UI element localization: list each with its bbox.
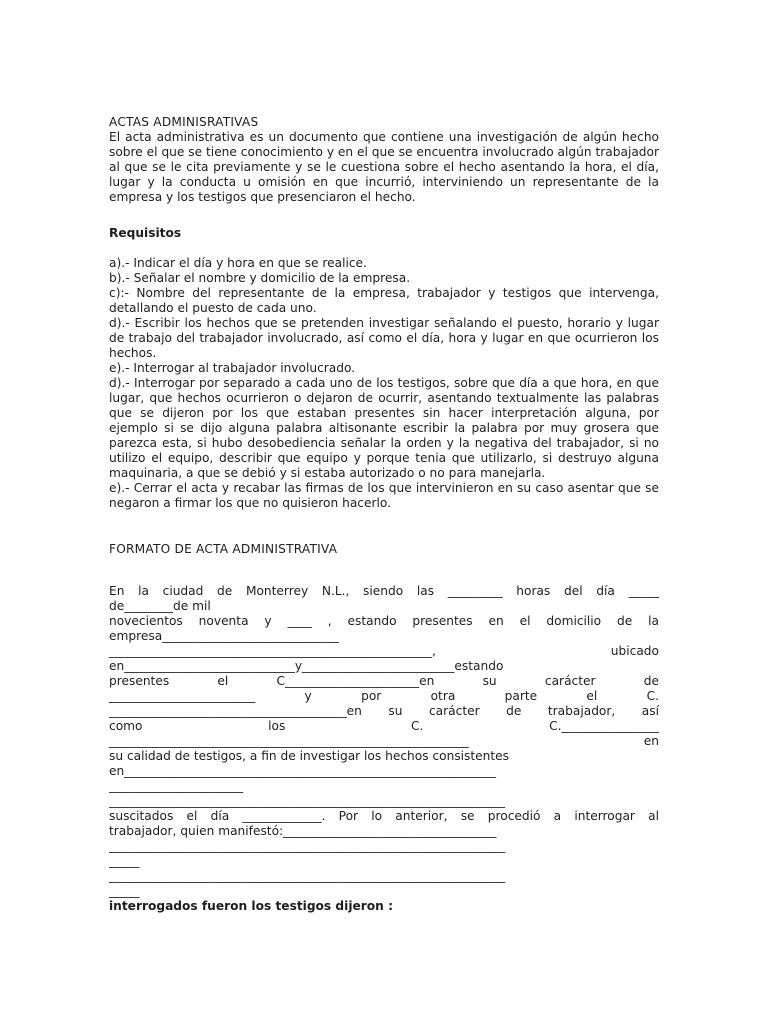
requisitos-heading: Requisitos: [109, 226, 182, 240]
formato-body: [109, 584, 659, 914]
formato-line: en_____________________________________________________________: [109, 764, 496, 778]
requisito-item: d).- Interrogar por separado a cada uno de los testigos, sobre que día a que hora, en que lugar, que hechos ocurrieron o dejaron de ocurrir, asentando textualmente las palabras que se dijeron por los que estaban presentes sin hacer interpretación alguna, por ejemplo si se dijo alguna palabra altisonante escribir la palabra por muy grosera que parezca esta, si hubo desobediencia señalar la orden y la negativa del trabajador, si no utilizo el equipo, describir que equipo y porque tenia que utilizarlo, si destruyo alguna maquinaria, a que se debió y si estaba autorizado o no para manejarla.: [109, 376, 659, 480]
formato-line: _____________________________________________________, ubicado: [109, 644, 659, 658]
formato-line: _________________________________________________________________: [109, 794, 506, 808]
formato-line: empresa_____________________________: [109, 629, 339, 643]
formato-line: _____: [109, 884, 140, 898]
formato-line: _________________________________________________________________: [109, 869, 506, 883]
formato-line: en____________________________y_________________________estando: [109, 659, 504, 673]
document-body: [109, 115, 659, 914]
formato-line: _________________________________________________________________: [109, 839, 506, 853]
formato-heading: FORMATO DE ACTA ADMINISTRATIVA: [109, 542, 338, 556]
document-title: ACTAS ADMINISRATIVAS: [109, 115, 259, 129]
formato-line: suscitados el día _____________. Por lo anterior, se procedió a interrogar al: [109, 809, 659, 823]
requisito-item: e).- Cerrar el acta y recabar las firmas de los que intervinieron en su caso asentar que se negaron a firmar los que no quisieron hacerlo.: [109, 481, 659, 510]
formato-line: En la ciudad de Monterrey N.L., siendo las _________ horas del día _____: [109, 584, 659, 598]
formato-line: de________de mil: [109, 599, 211, 613]
formato-line: ______________________: [109, 779, 244, 793]
formato-line: interrogados fueron los testigos dijeron :: [109, 899, 393, 913]
formato-line: como los C. C.________________: [109, 719, 659, 733]
formato-line: ________________________ y por otra parte el C.: [109, 689, 659, 703]
formato-line: _______________________________________en su carácter de trabajador, así: [109, 704, 659, 718]
formato-line: novecientos noventa y ____ , estando presentes en el domicilio de la: [109, 614, 659, 628]
formato-line: presentes el C______________________en su carácter de: [109, 674, 659, 688]
formato-line: _____: [109, 854, 140, 868]
formato-line: ___________________________________________________________ en: [109, 734, 659, 748]
requisito-item: d).- Escribir los hechos que se pretenden investigar señalando el puesto, horario y lugar de trabajo del trabajador involucrado, así como el día, hora y lugar en que ocurrieron los hechos.: [109, 316, 659, 360]
requisito-item: a).- Indicar el día y hora en que se realice.: [109, 256, 367, 270]
intro-paragraph: El acta administrativa es un documento que contiene una investigación de algún hecho sobre el que se tiene conocimiento y en el que se encuentra involucrado algún trabajador al que se le cita previamente y se le cuestiona sobre el hecho asentando la hora, el día, lugar y la conducta u omisión en que incurrió, interviniendo un representante de la empresa y los testigos que presenciaron el hecho.: [109, 130, 659, 204]
requisito-item: e).- Interrogar al trabajador involucrado.: [109, 361, 356, 375]
requisito-item: c):- Nombre del representante de la empresa, trabajador y testigos que intervenga, detallando el puesto de cada uno.: [109, 286, 659, 315]
formato-line: su calidad de testigos, a fin de investigar los hechos consistentes: [109, 749, 510, 763]
requisito-item: b).- Señalar el nombre y domicilio de la empresa.: [109, 271, 411, 285]
formato-line: trabajador, quien manifestó:___________________________________: [109, 824, 497, 838]
